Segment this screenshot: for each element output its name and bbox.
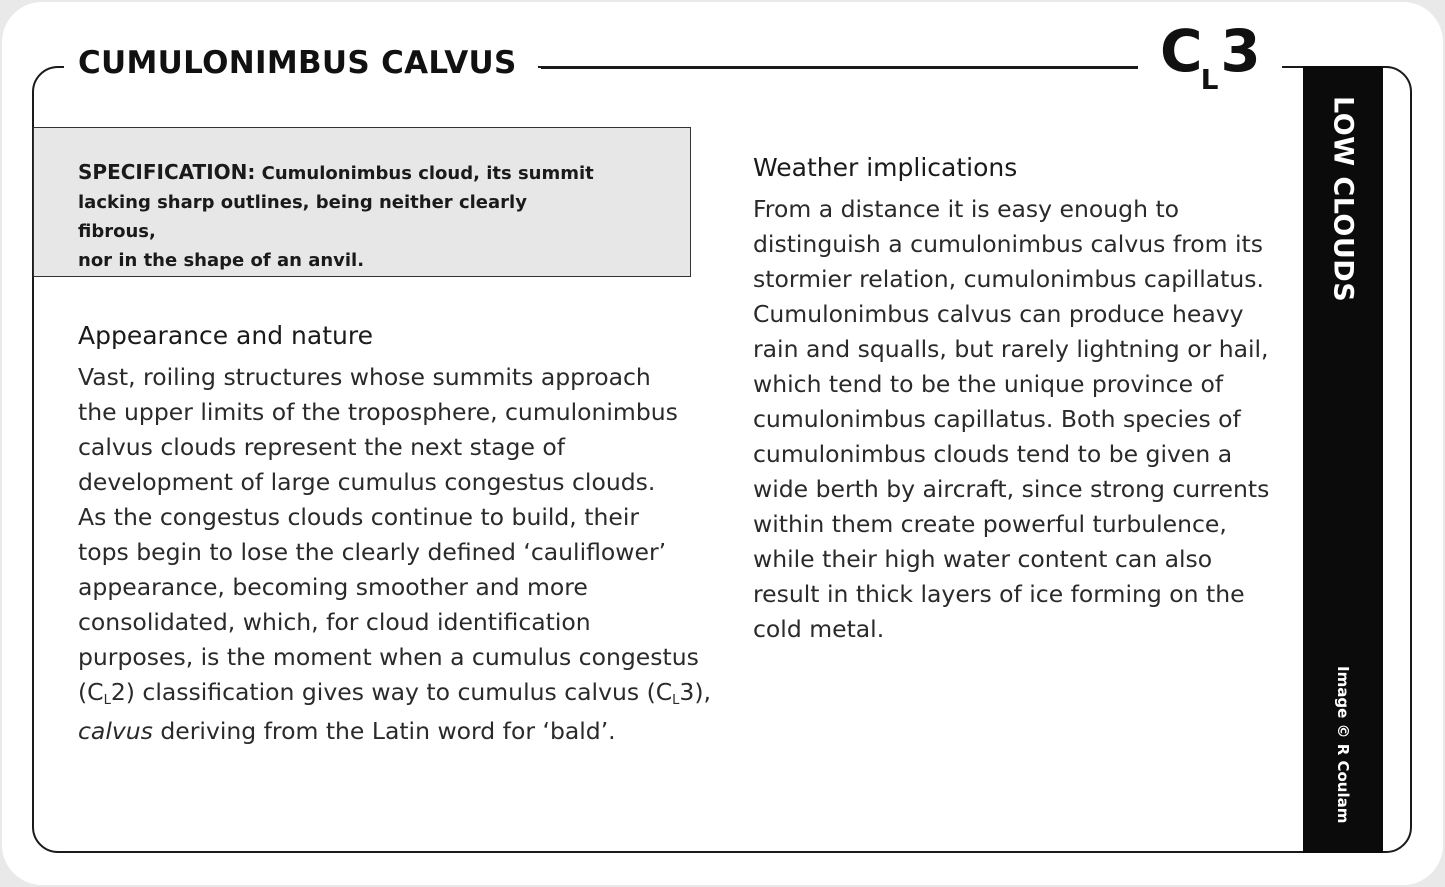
appearance-line: the upper limits of the troposphere, cumulonimbus xyxy=(78,398,678,426)
specification-line-3: nor in the shape of an anvil. xyxy=(78,250,365,271)
weather-line: cumulonimbus clouds tend to be given a xyxy=(753,440,1233,468)
appearance-line: tops begin to lose the clearly defined ‘cauliflower’ xyxy=(78,538,667,566)
italic-term: calvus xyxy=(78,717,153,745)
weather-line: result in thick layers of ice forming on the xyxy=(753,580,1245,608)
cloud-code xyxy=(1160,17,1261,96)
weather-line: cold metal. xyxy=(753,615,885,643)
title-rule xyxy=(541,67,1138,69)
category-label: LOW CLOUDS xyxy=(1327,96,1359,303)
weather-body xyxy=(753,192,1269,647)
code-letter: C xyxy=(1160,17,1203,85)
appearance-line: consolidated, which, for cloud identification xyxy=(78,608,591,636)
appearance-line: appearance, becoming smoother and more xyxy=(78,573,588,601)
subscript: L xyxy=(103,693,111,708)
text-fragment: 2) classification gives way to cumulus calvus (C xyxy=(110,678,673,706)
appearance-line: development of large cumulus congestus clouds. xyxy=(78,468,656,496)
weather-line: which tend to be the unique province of xyxy=(753,370,1224,398)
code-subscript: L xyxy=(1200,63,1219,96)
appearance-line-classification xyxy=(78,675,711,714)
weather-line: wide berth by aircraft, since strong currents xyxy=(753,475,1270,503)
text-fragment: deriving from the Latin word for ‘bald’. xyxy=(152,717,616,745)
weather-heading: Weather implications xyxy=(753,153,1018,182)
weather-line: rain and squalls, but rarely lightning or hail, xyxy=(753,335,1269,363)
code-number: 3 xyxy=(1220,17,1261,85)
weather-line: From a distance it is easy enough to xyxy=(753,195,1180,223)
appearance-heading: Appearance and nature xyxy=(78,321,373,350)
specification-line-1: Cumulonimbus cloud, its summit xyxy=(261,163,594,184)
weather-line: stormier relation, cumulonimbus capillatus. xyxy=(753,265,1264,293)
text-fragment: (C xyxy=(78,678,104,706)
weather-line: while their high water content can also xyxy=(753,545,1213,573)
weather-line: within them create powerful turbulence, xyxy=(753,510,1227,538)
card-title: CUMULONIMBUS CALVUS xyxy=(78,45,517,81)
appearance-line: As the congestus clouds continue to build, their xyxy=(78,503,640,531)
appearance-line: Vast, roiling structures whose summits approach xyxy=(78,363,651,391)
specification-text xyxy=(78,158,598,275)
appearance-line: purposes, is the moment when a cumulus congestus xyxy=(78,643,699,671)
weather-line: cumulonimbus capillatus. Both species of xyxy=(753,405,1241,433)
appearance-line-final xyxy=(78,714,711,749)
image-credit: Image © R Coulam xyxy=(1334,666,1352,824)
appearance-body xyxy=(78,360,711,749)
text-fragment: 3), xyxy=(679,678,711,706)
appearance-line: calvus clouds represent the next stage of xyxy=(78,433,566,461)
specification-label: SPECIFICATION: xyxy=(78,160,256,184)
specification-line-2: lacking sharp outlines, being neither clearly fibrous, xyxy=(78,192,527,242)
weather-line: Cumulonimbus calvus can produce heavy xyxy=(753,300,1244,328)
subscript: L xyxy=(672,693,680,708)
weather-line: distinguish a cumulonimbus calvus from its xyxy=(753,230,1264,258)
